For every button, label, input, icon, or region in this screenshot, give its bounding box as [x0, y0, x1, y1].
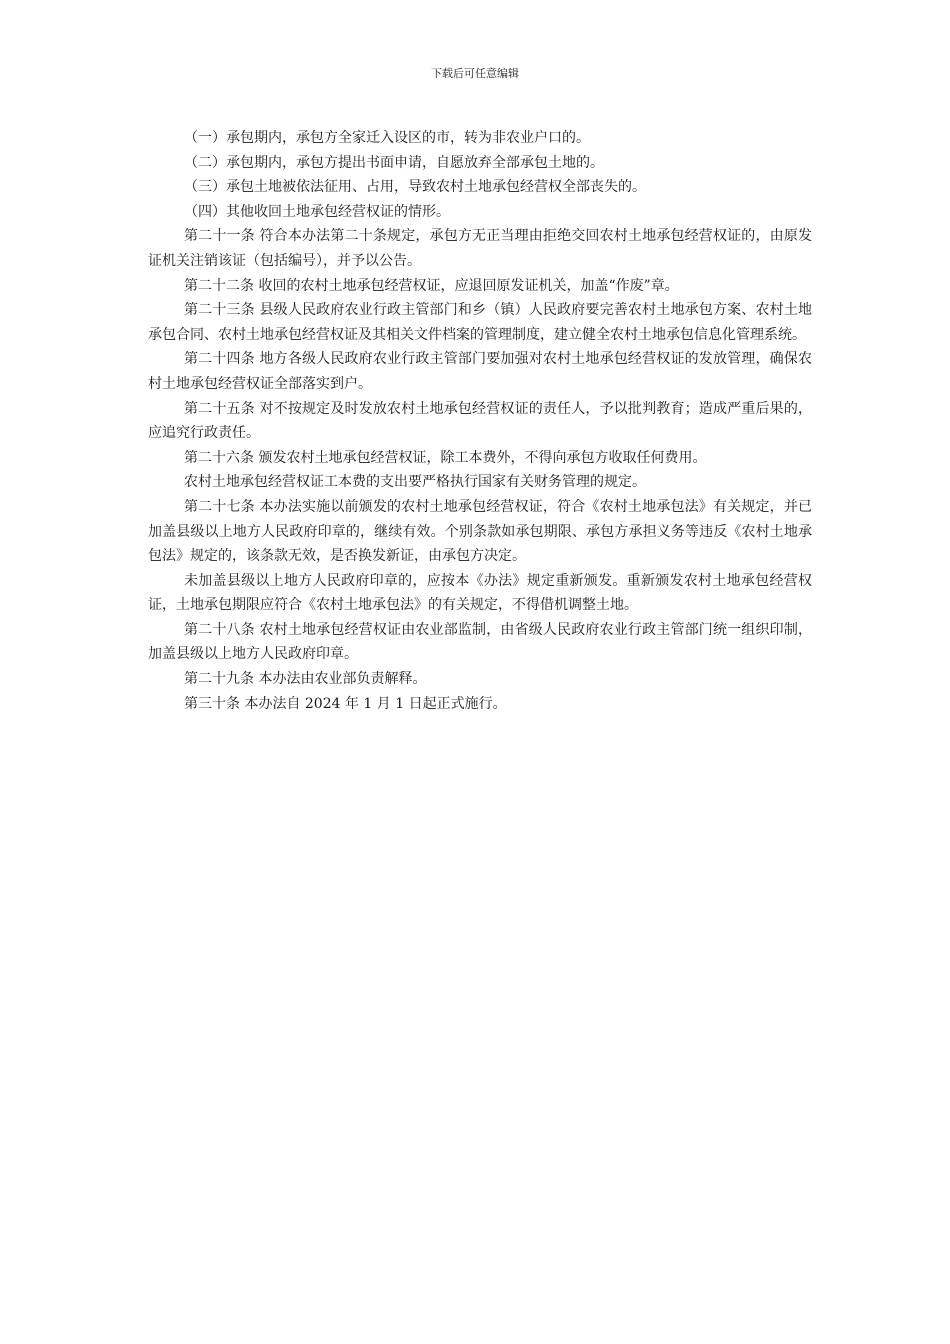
article-23: 第二十三条 县级人民政府农业行政主管部门和乡（镇）人民政府要完善农村土地承包方案、农村土地承包合同、农村土地承包经营权证及其相关文件档案的管理制度，建立健全农村土地承包信息化管理系统。	[148, 302, 812, 343]
paragraph-item-4: （四）其他收回土地承包经营权证的情形。	[184, 203, 450, 220]
article-27-continued: 未加盖县级以上地方人民政府印章的，应按本《办法》规定重新颁发。重新颁发农村土地承包经营权证，土地承包期限应符合《农村土地承包法》的有关规定，不得借机调整土地。	[148, 572, 812, 614]
page-header: 下载后可任意编辑	[431, 67, 519, 80]
paragraph-item-3: （三）承包土地被依法征用、占用，导致农村土地承包经营权全部丧失的。	[184, 179, 646, 196]
article-29: 第二十九条 本办法由农业部负责解释。	[184, 671, 427, 688]
document-body	[148, 126, 812, 716]
article-25: 第二十五条 对不按规定及时发放农村土地承包经营权证的责任人，予以批判教育；造成严重后果的，应追究行政责任。	[148, 400, 812, 442]
article-30: 第三十条 本办法自 2024 年 1 月 1 日起正式施行。	[184, 695, 507, 712]
article-27: 第二十七条 本办法实施以前颁发的农村土地承包经营权证，符合《农村土地承包法》有关规定，并已加盖县级以上地方人民政府印章的，继续有效。个别条款如承包期限、承包方承担义务等违反《农村土地承包法》规定的，该条款无效，是否换发新证，由承包方决定。	[148, 498, 812, 565]
article-21: 第二十一条 符合本办法第二十条规定，承包方无正当理由拒绝交回农村土地承包经营权证的，由原发证机关注销该证（包括编号），并予以公告。	[148, 228, 812, 269]
paragraph-item-2: （二）承包期内，承包方提出书面申请，自愿放弃全部承包土地的。	[184, 154, 604, 171]
article-22: 第二十二条 收回的农村土地承包经营权证，应退回原发证机关，加盖“作废”章。	[184, 277, 679, 294]
article-26: 第二十六条 颁发农村土地承包经营权证，除工本费外，不得向承包方收取任何费用。	[184, 449, 707, 466]
paragraph-item-1: （一）承包期内，承包方全家迁入设区的市，转为非农业户口的。	[184, 130, 590, 146]
article-28: 第二十八条 农村土地承包经营权证由农业部监制，由省级人民政府农业行政主管部门统一组织印制，加盖县级以上地方人民政府印章。	[148, 621, 812, 663]
article-26-continued: 农村土地承包经营权证工本费的支出要严格执行国家有关财务管理的规定。	[184, 474, 646, 491]
article-24: 第二十四条 地方各级人民政府农业行政主管部门要加强对农村土地承包经营权证的发放管理，确保农村土地承包经营权证全部落实到户。	[148, 351, 812, 392]
